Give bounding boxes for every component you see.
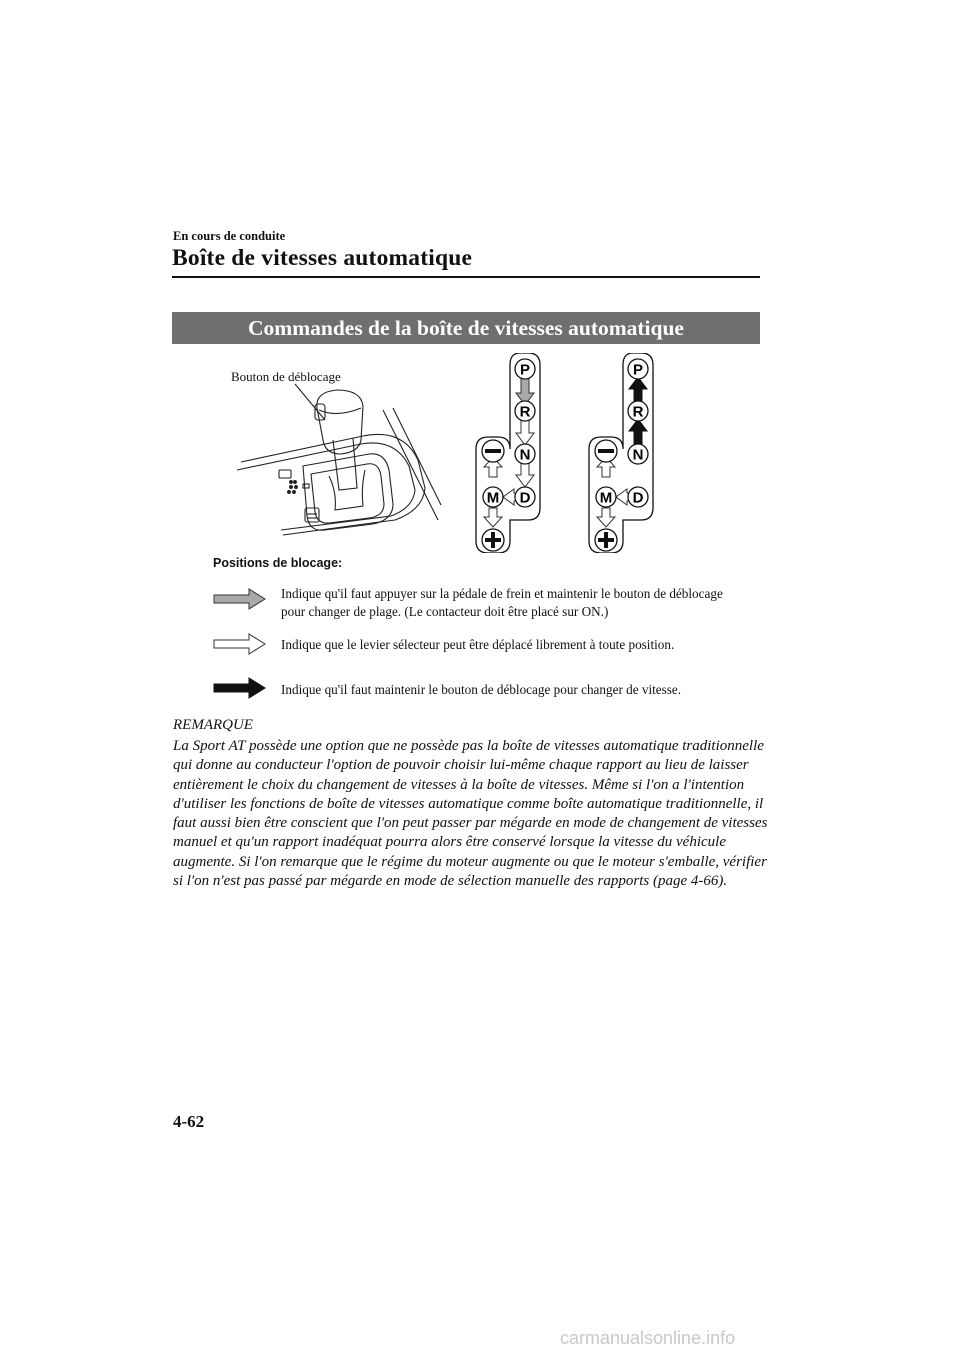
shift-gate-diagram-2 [586, 353, 656, 553]
page-title: Boîte de vitesses automatique [172, 245, 473, 271]
page-number: 4-62 [173, 1112, 205, 1131]
legend-item-black: Indique qu'il faut maintenir le bouton de déblocage pour changer de vitesse. [281, 682, 682, 697]
gate-letter-r: R [519, 403, 531, 421]
legend-item-white: Indique que le levier sélecteur peut être déplacé librement à toute position. [281, 637, 675, 652]
gate-letter-d: D [519, 489, 531, 507]
gate-letter-d: D [632, 489, 644, 507]
gate-letter-m: M [486, 489, 500, 507]
gate-letter-r: R [632, 403, 644, 421]
section-label: En cours de conduite [173, 229, 286, 243]
note-title: REMARQUE [173, 717, 253, 733]
gray-arrow-icon [213, 588, 267, 610]
watermark: carmanualsonline.info [560, 1328, 736, 1348]
white-arrow-icon [213, 633, 267, 655]
gate-letter-m: M [599, 489, 613, 507]
gate-letter-n: N [632, 446, 644, 464]
release-button-callout: Bouton de déblocage [231, 369, 341, 384]
shift-gate-diagram-1 [473, 353, 543, 553]
gate-letter-p: P [632, 361, 644, 379]
legend-title: Positions de blocage: [213, 556, 343, 570]
gate-letter-p: P [519, 361, 531, 379]
black-arrow-icon [213, 677, 267, 699]
gear-shifter-illustration [233, 370, 443, 548]
note-body: La Sport AT possède une option que ne possède pas la boîte de vitesses automatique traditionnelle qui donne au conducteur l'option de pouvoir choisir lui-même chaque rapport au lieu de laisser entièrement le choix du changement de vitesses à la boîte de vitesses. Même si l'on a l'intention d'utiliser les fonctions de boîte de vitesses automatique comme boîte automatique traditionnelle, il faut aussi bien être conscient que l'on peut passer par mégarde en mode de changement de vitesses manuel et qu'un rapport inadéquat pourra alors être conservé lorsque la vitesse du véhicule augmente. Si l'on remarque que le régime du moteur augmente ou que le moteur s'emballe, vérifier si l'on n'est pas passé par mégarde en mode de sélection manuelle des rapports (page 4-66). [173, 738, 768, 890]
gate-letter-n: N [519, 446, 531, 464]
section-heading: Commandes de la boîte de vitesses automatique [172, 312, 760, 344]
title-divider [172, 276, 760, 278]
legend-item-gray: Indique qu'il faut appuyer sur la pédale de frein et maintenir le bouton de déblocage pour changer de plage. (Le contacteur doit être placé sur ON.) [281, 586, 723, 619]
